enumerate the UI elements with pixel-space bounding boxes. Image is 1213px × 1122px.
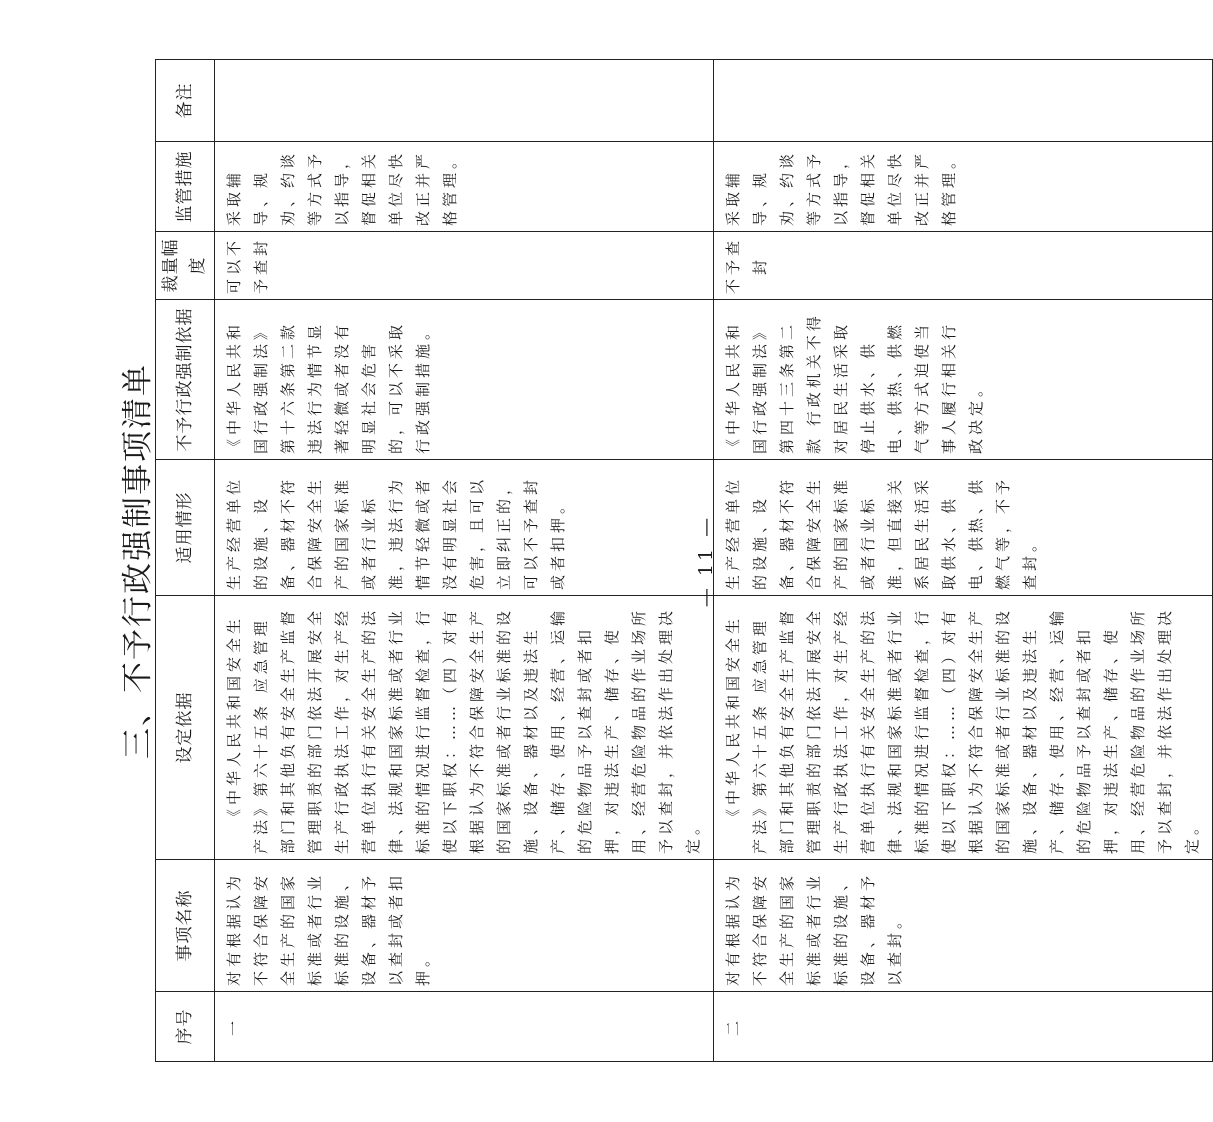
row-seq: 二 bbox=[714, 992, 1213, 1062]
header-seq: 序号 bbox=[156, 992, 215, 1062]
page-number: — 11 — bbox=[695, 514, 717, 608]
row-legal-basis: 《中华人民共和国安全生产法》第六十五条 应急管理部门和其他负有安全生产监督管理职责的部门依法开展安全生产行政执法工作，对生产经营单位执行有关安全生产的法律、法规和国家标准或者行业标准的情况进行监督检查，行使以下职权：……（四）对有根据认为不符合保障安全生产的国家标准或者行业标准的设施、设备、器材以及违法生产、储存、使用、经营、运输的危险物品予以查封或者扣押，对违法生产、储存、使用、经营危险物品的作业场所予以查封，并依法作出处理决定。 bbox=[714, 596, 1213, 860]
row-legal-basis: 《中华人民共和国安全生产法》第六十五条 应急管理部门和其他负有安全生产监督管理职责的部门依法开展安全生产行政执法工作，对生产经营单位执行有关安全生产的法律、法规和国家标准或者行业标准的情况进行监督检查，行使以下职权：……（四）对有根据认为不符合保障安全生产的国家标准或者行业标准的设施、设备、器材以及违法生产、储存、使用、经营、运输的危险物品予以查封或者扣押，对违法生产、储存、使用、经营危险物品的作业场所予以查封，并依法作出处理决定。 bbox=[215, 596, 714, 860]
row-exemption-basis: 《中华人民共和国行政强制法》第四十三条第二款 行政机关不得对居民生活采取停止供水、供电、供热、供燃气等方式迫使当事人履行相关行政决定。 bbox=[714, 300, 1213, 460]
row-discretion: 可以不予查封 bbox=[215, 232, 714, 300]
header-remarks: 备注 bbox=[156, 60, 215, 142]
header-exemption-basis: 不予行政强制依据 bbox=[156, 300, 215, 460]
table-header-row bbox=[156, 60, 215, 1062]
row-exemption-basis: 《中华人民共和国行政强制法》第十六条第二款 违法行为情节显著轻微或者没有明显社会危害的，可以不采取行政强制措施。 bbox=[215, 300, 714, 460]
header-situation: 适用情形 bbox=[156, 460, 215, 596]
row-supervision: 采取辅导、规劝、约谈等方式予以指导，督促相关单位尽快改正并严格管理。 bbox=[714, 142, 1213, 232]
row-discretion: 不予查封 bbox=[714, 232, 1213, 300]
enforcement-exemption-table bbox=[155, 59, 1213, 1062]
row-remarks bbox=[714, 60, 1213, 142]
header-item-name: 事项名称 bbox=[156, 860, 215, 992]
header-discretion: 裁量幅度 bbox=[156, 232, 215, 300]
header-supervision: 监管措施 bbox=[156, 142, 215, 232]
header-legal-basis: 设定依据 bbox=[156, 596, 215, 860]
row-seq: 一 bbox=[215, 992, 714, 1062]
row-item-name: 对有根据认为不符合保障安全生产的国家标准或者行业标准的设施、设备、器材予以查封或者扣押。 bbox=[215, 860, 714, 992]
row-item-name: 对有根据认为不符合保障安全生产的国家标准或者行业标准的设施、设备、器材予以查封。 bbox=[714, 860, 1213, 992]
table-row bbox=[215, 60, 714, 1062]
table-row bbox=[714, 60, 1213, 1062]
row-situation: 生产经营单位的设施、设备、器材不符合保障安全生产的国家标准或者行业标准，违法行为情节轻微或者没有明显社会危害，且可以立即纠正的，可以不予查封或者扣押。 bbox=[215, 460, 714, 596]
row-supervision: 采取辅导、规劝、约谈等方式予以指导，督促相关单位尽快改正并严格管理。 bbox=[215, 142, 714, 232]
page-title: 三、不予行政强制事项清单 bbox=[120, 363, 156, 759]
row-situation: 生产经营单位的设施、设备、器材不符合保障安全生产的国家标准或者行业标准，但直接关系居民生活采取供水、供电、供热、供燃气等，不予查封。 bbox=[714, 460, 1213, 596]
row-remarks bbox=[215, 60, 714, 142]
